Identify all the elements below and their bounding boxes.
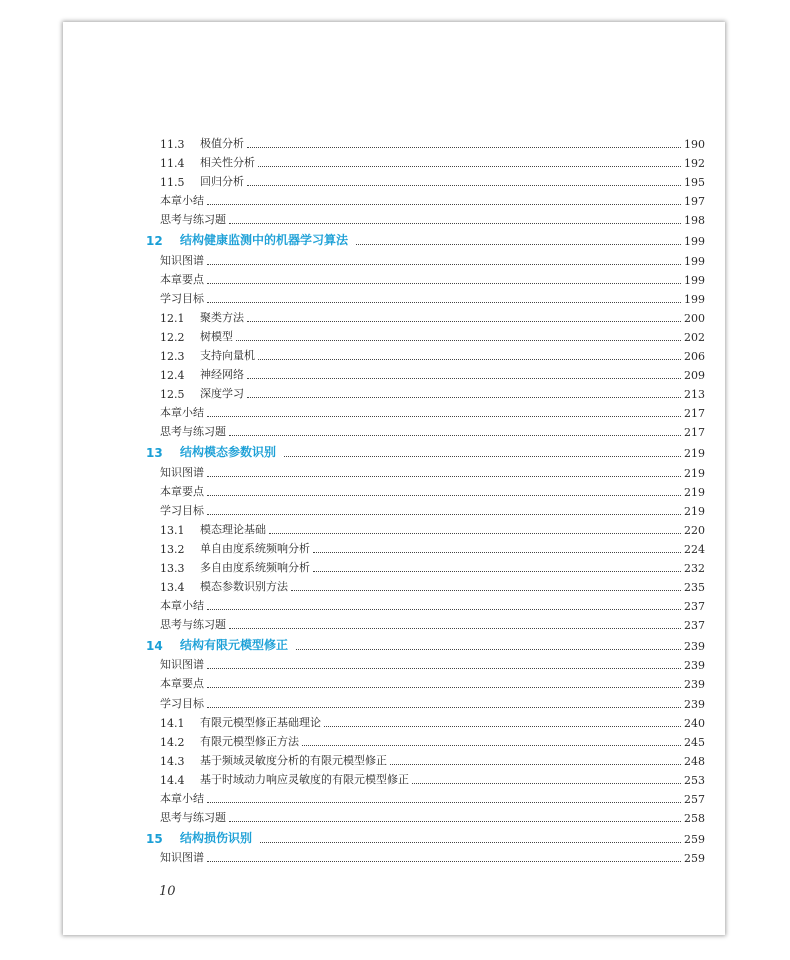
dot-leader: [207, 861, 681, 862]
section-number: 13.1: [160, 523, 185, 537]
toc-plain-entry[interactable]: [160, 401, 705, 420]
chapter-title: 结构损伤识别: [180, 831, 253, 846]
toc-section-entry[interactable]: [160, 306, 705, 325]
dot-leader: [247, 397, 681, 398]
section-number: 12.5: [160, 388, 185, 402]
dot-leader: [258, 166, 681, 167]
page-reference: 199: [684, 292, 705, 306]
entry-title: 知识图谱: [160, 851, 204, 865]
dot-leader: [229, 223, 681, 224]
entry-title: 模态理论基础: [200, 522, 266, 536]
toc-section-entry[interactable]: [160, 363, 705, 382]
page-reference: 213: [684, 388, 705, 402]
toc-section-entry[interactable]: [160, 730, 705, 749]
toc-plain-entry[interactable]: [160, 480, 705, 499]
dot-leader: [207, 668, 681, 669]
page-reference: 200: [684, 311, 705, 325]
dot-leader: [247, 185, 681, 186]
section-number: 14.3: [160, 754, 185, 768]
toc-chapter-entry[interactable]: [146, 632, 705, 654]
dot-leader: [247, 321, 681, 322]
entry-title: 多自由度系统频响分析: [200, 560, 310, 574]
toc-plain-entry[interactable]: [160, 691, 705, 710]
dot-leader: [207, 707, 681, 708]
toc-section-entry[interactable]: [160, 768, 705, 787]
page-reference: 237: [684, 619, 705, 633]
toc-section-entry[interactable]: [160, 151, 705, 170]
toc-section-entry[interactable]: [160, 325, 705, 344]
dot-leader: [207, 514, 681, 515]
page-reference: 190: [684, 138, 705, 152]
entry-title: 深度学习: [200, 387, 244, 401]
toc-plain-entry[interactable]: [160, 613, 705, 632]
dot-leader: [236, 340, 681, 341]
dot-leader: [207, 283, 681, 284]
dot-leader: [324, 726, 681, 727]
page-reference: 220: [684, 523, 705, 537]
page-reference: 224: [684, 542, 705, 556]
section-number: 12.1: [160, 311, 185, 325]
dot-leader: [390, 764, 681, 765]
page-reference: 257: [684, 793, 705, 806]
page-reference: 237: [684, 600, 705, 614]
page-reference: 245: [684, 735, 705, 749]
entry-title: 本章小结: [160, 406, 204, 420]
dot-leader: [229, 821, 681, 822]
section-number: 12.2: [160, 330, 185, 344]
toc-section-entry[interactable]: [160, 382, 705, 401]
entry-title: 思考与练习题: [160, 213, 226, 227]
page-reference: 240: [684, 716, 705, 730]
page-number: 10: [159, 884, 176, 899]
entry-title: 思考与练习题: [160, 618, 226, 632]
chapter-number: 15: [146, 832, 163, 847]
document-page: [63, 22, 725, 935]
toc-plain-entry[interactable]: [160, 846, 705, 865]
dot-leader: [260, 842, 681, 843]
entry-title: 本章要点: [160, 272, 204, 286]
toc-chapter-entry[interactable]: [146, 227, 705, 249]
toc-plain-entry[interactable]: [160, 287, 705, 306]
entry-title: 学习目标: [160, 696, 204, 710]
toc-plain-entry[interactable]: [160, 248, 705, 267]
toc-plain-entry[interactable]: [160, 268, 705, 287]
toc-chapter-entry[interactable]: [146, 825, 705, 847]
chapter-title: 结构健康监测中的机器学习算法: [180, 233, 349, 248]
toc-section-entry[interactable]: [160, 749, 705, 768]
dot-leader: [247, 147, 681, 148]
entry-title: 模态参数识别方法: [200, 580, 288, 594]
page-reference: 239: [684, 678, 705, 692]
entry-title: 本章要点: [160, 484, 204, 498]
page-reference: 235: [684, 581, 705, 595]
section-number: 14.2: [160, 735, 185, 749]
section-number: 12.4: [160, 369, 185, 383]
dot-leader: [412, 783, 681, 784]
entry-title: 极值分析: [200, 137, 244, 151]
section-number: 11.3: [160, 138, 185, 152]
dot-leader: [229, 628, 681, 629]
toc-section-entry[interactable]: [160, 344, 705, 363]
dot-leader: [296, 649, 681, 650]
entry-title: 本章小结: [160, 194, 204, 208]
entry-title: 神经网络: [200, 368, 244, 382]
toc-section-entry[interactable]: [160, 711, 705, 730]
dot-leader: [207, 204, 681, 205]
dot-leader: [269, 533, 681, 534]
entry-title: 思考与练习题: [160, 811, 226, 825]
page-reference: 219: [684, 485, 705, 499]
dot-leader: [207, 495, 681, 496]
toc-section-entry[interactable]: [160, 575, 705, 594]
page-reference: 195: [684, 176, 705, 190]
page-reference: 202: [684, 330, 705, 344]
entry-title: 本章要点: [160, 677, 204, 691]
toc-plain-entry[interactable]: [160, 420, 705, 439]
chapter-number: 13: [146, 446, 163, 461]
dot-leader: [207, 687, 681, 688]
dot-leader: [313, 571, 681, 572]
entry-title: 学习目标: [160, 291, 204, 305]
toc-section-entry[interactable]: [160, 170, 705, 189]
entry-title: 知识图谱: [160, 465, 204, 479]
section-number: 11.4: [160, 157, 185, 171]
page-reference: 219: [684, 466, 705, 480]
toc-plain-entry[interactable]: [160, 672, 705, 691]
entry-title: 基于时域动力响应灵敏度的有限元模型修正: [200, 772, 409, 786]
entry-title: 思考与练习题: [160, 425, 226, 439]
toc-chapter-entry[interactable]: [146, 439, 705, 461]
section-number: 13.3: [160, 561, 185, 575]
entry-title: 知识图谱: [160, 253, 204, 267]
entry-title: 知识图谱: [160, 658, 204, 672]
page-reference: 239: [684, 640, 705, 654]
toc-plain-entry[interactable]: [160, 787, 705, 806]
section-number: 14.4: [160, 773, 185, 787]
toc-section-entry[interactable]: [160, 132, 705, 151]
toc-section-entry[interactable]: [160, 556, 705, 575]
section-number: 14.1: [160, 716, 185, 730]
dot-leader: [207, 609, 681, 610]
entry-title: 单自由度系统频响分析: [200, 541, 310, 555]
page-reference: 198: [684, 214, 705, 228]
dot-leader: [291, 590, 681, 591]
toc-plain-entry[interactable]: [160, 653, 705, 672]
page-reference: 199: [684, 254, 705, 268]
toc-plain-entry[interactable]: [160, 208, 705, 227]
entry-title: 支持向量机: [200, 349, 255, 363]
page-reference: 209: [684, 369, 705, 383]
dot-leader: [302, 745, 681, 746]
section-number: 11.5: [160, 176, 185, 190]
page-reference: 239: [684, 697, 705, 711]
entry-title: 树模型: [200, 329, 233, 343]
dot-leader: [313, 552, 681, 553]
entry-title: 有限元模型修正基础理论: [200, 715, 321, 729]
page-reference: 232: [684, 561, 705, 575]
entry-title: 本章小结: [160, 792, 204, 805]
page-reference: 239: [684, 659, 705, 673]
page-reference: 219: [684, 504, 705, 518]
entry-title: 有限元模型修正方法: [200, 734, 299, 748]
toc-plain-entry[interactable]: [160, 594, 705, 613]
toc-section-entry[interactable]: [160, 537, 705, 556]
dot-leader: [284, 456, 681, 457]
page-reference: 248: [684, 754, 705, 768]
dot-leader: [247, 378, 681, 379]
entry-title: 学习目标: [160, 503, 204, 517]
dot-leader: [207, 476, 681, 477]
page-reference: 253: [684, 773, 705, 787]
page-reference: 192: [684, 157, 705, 171]
section-number: 13.2: [160, 542, 185, 556]
chapter-number: 12: [146, 234, 163, 249]
toc-plain-entry[interactable]: [160, 460, 705, 479]
section-number: 12.3: [160, 350, 185, 364]
toc-plain-entry[interactable]: [160, 499, 705, 518]
page-reference: 219: [684, 447, 705, 461]
page-reference: 259: [684, 852, 705, 866]
page-reference: 197: [684, 195, 705, 209]
entry-title: 本章小结: [160, 599, 204, 613]
dot-leader: [207, 416, 681, 417]
page-reference: 206: [684, 350, 705, 364]
page-reference: 259: [684, 833, 705, 847]
entry-title: 相关性分析: [200, 156, 255, 170]
dot-leader: [207, 302, 681, 303]
toc-plain-entry[interactable]: [160, 189, 705, 208]
chapter-title: 结构有限元模型修正: [180, 638, 289, 653]
page-reference: 199: [684, 273, 705, 287]
page-reference: 258: [684, 812, 705, 826]
entry-title: 基于频域灵敏度分析的有限元模型修正: [200, 753, 387, 767]
page-reference: 217: [684, 407, 705, 421]
dot-leader: [258, 359, 681, 360]
toc-section-entry[interactable]: [160, 518, 705, 537]
dot-leader: [229, 435, 681, 436]
page-reference: 199: [684, 235, 705, 249]
chapter-number: 14: [146, 639, 163, 654]
table-of-contents: [146, 132, 705, 866]
dot-leader: [207, 802, 681, 803]
section-number: 13.4: [160, 581, 185, 595]
dot-leader: [356, 244, 681, 245]
dot-leader: [207, 264, 681, 265]
chapter-title: 结构模态参数识别: [180, 445, 277, 460]
toc-plain-entry[interactable]: [160, 806, 705, 825]
entry-title: 聚类方法: [200, 310, 244, 324]
page-reference: 217: [684, 426, 705, 440]
entry-title: 回归分析: [200, 175, 244, 189]
